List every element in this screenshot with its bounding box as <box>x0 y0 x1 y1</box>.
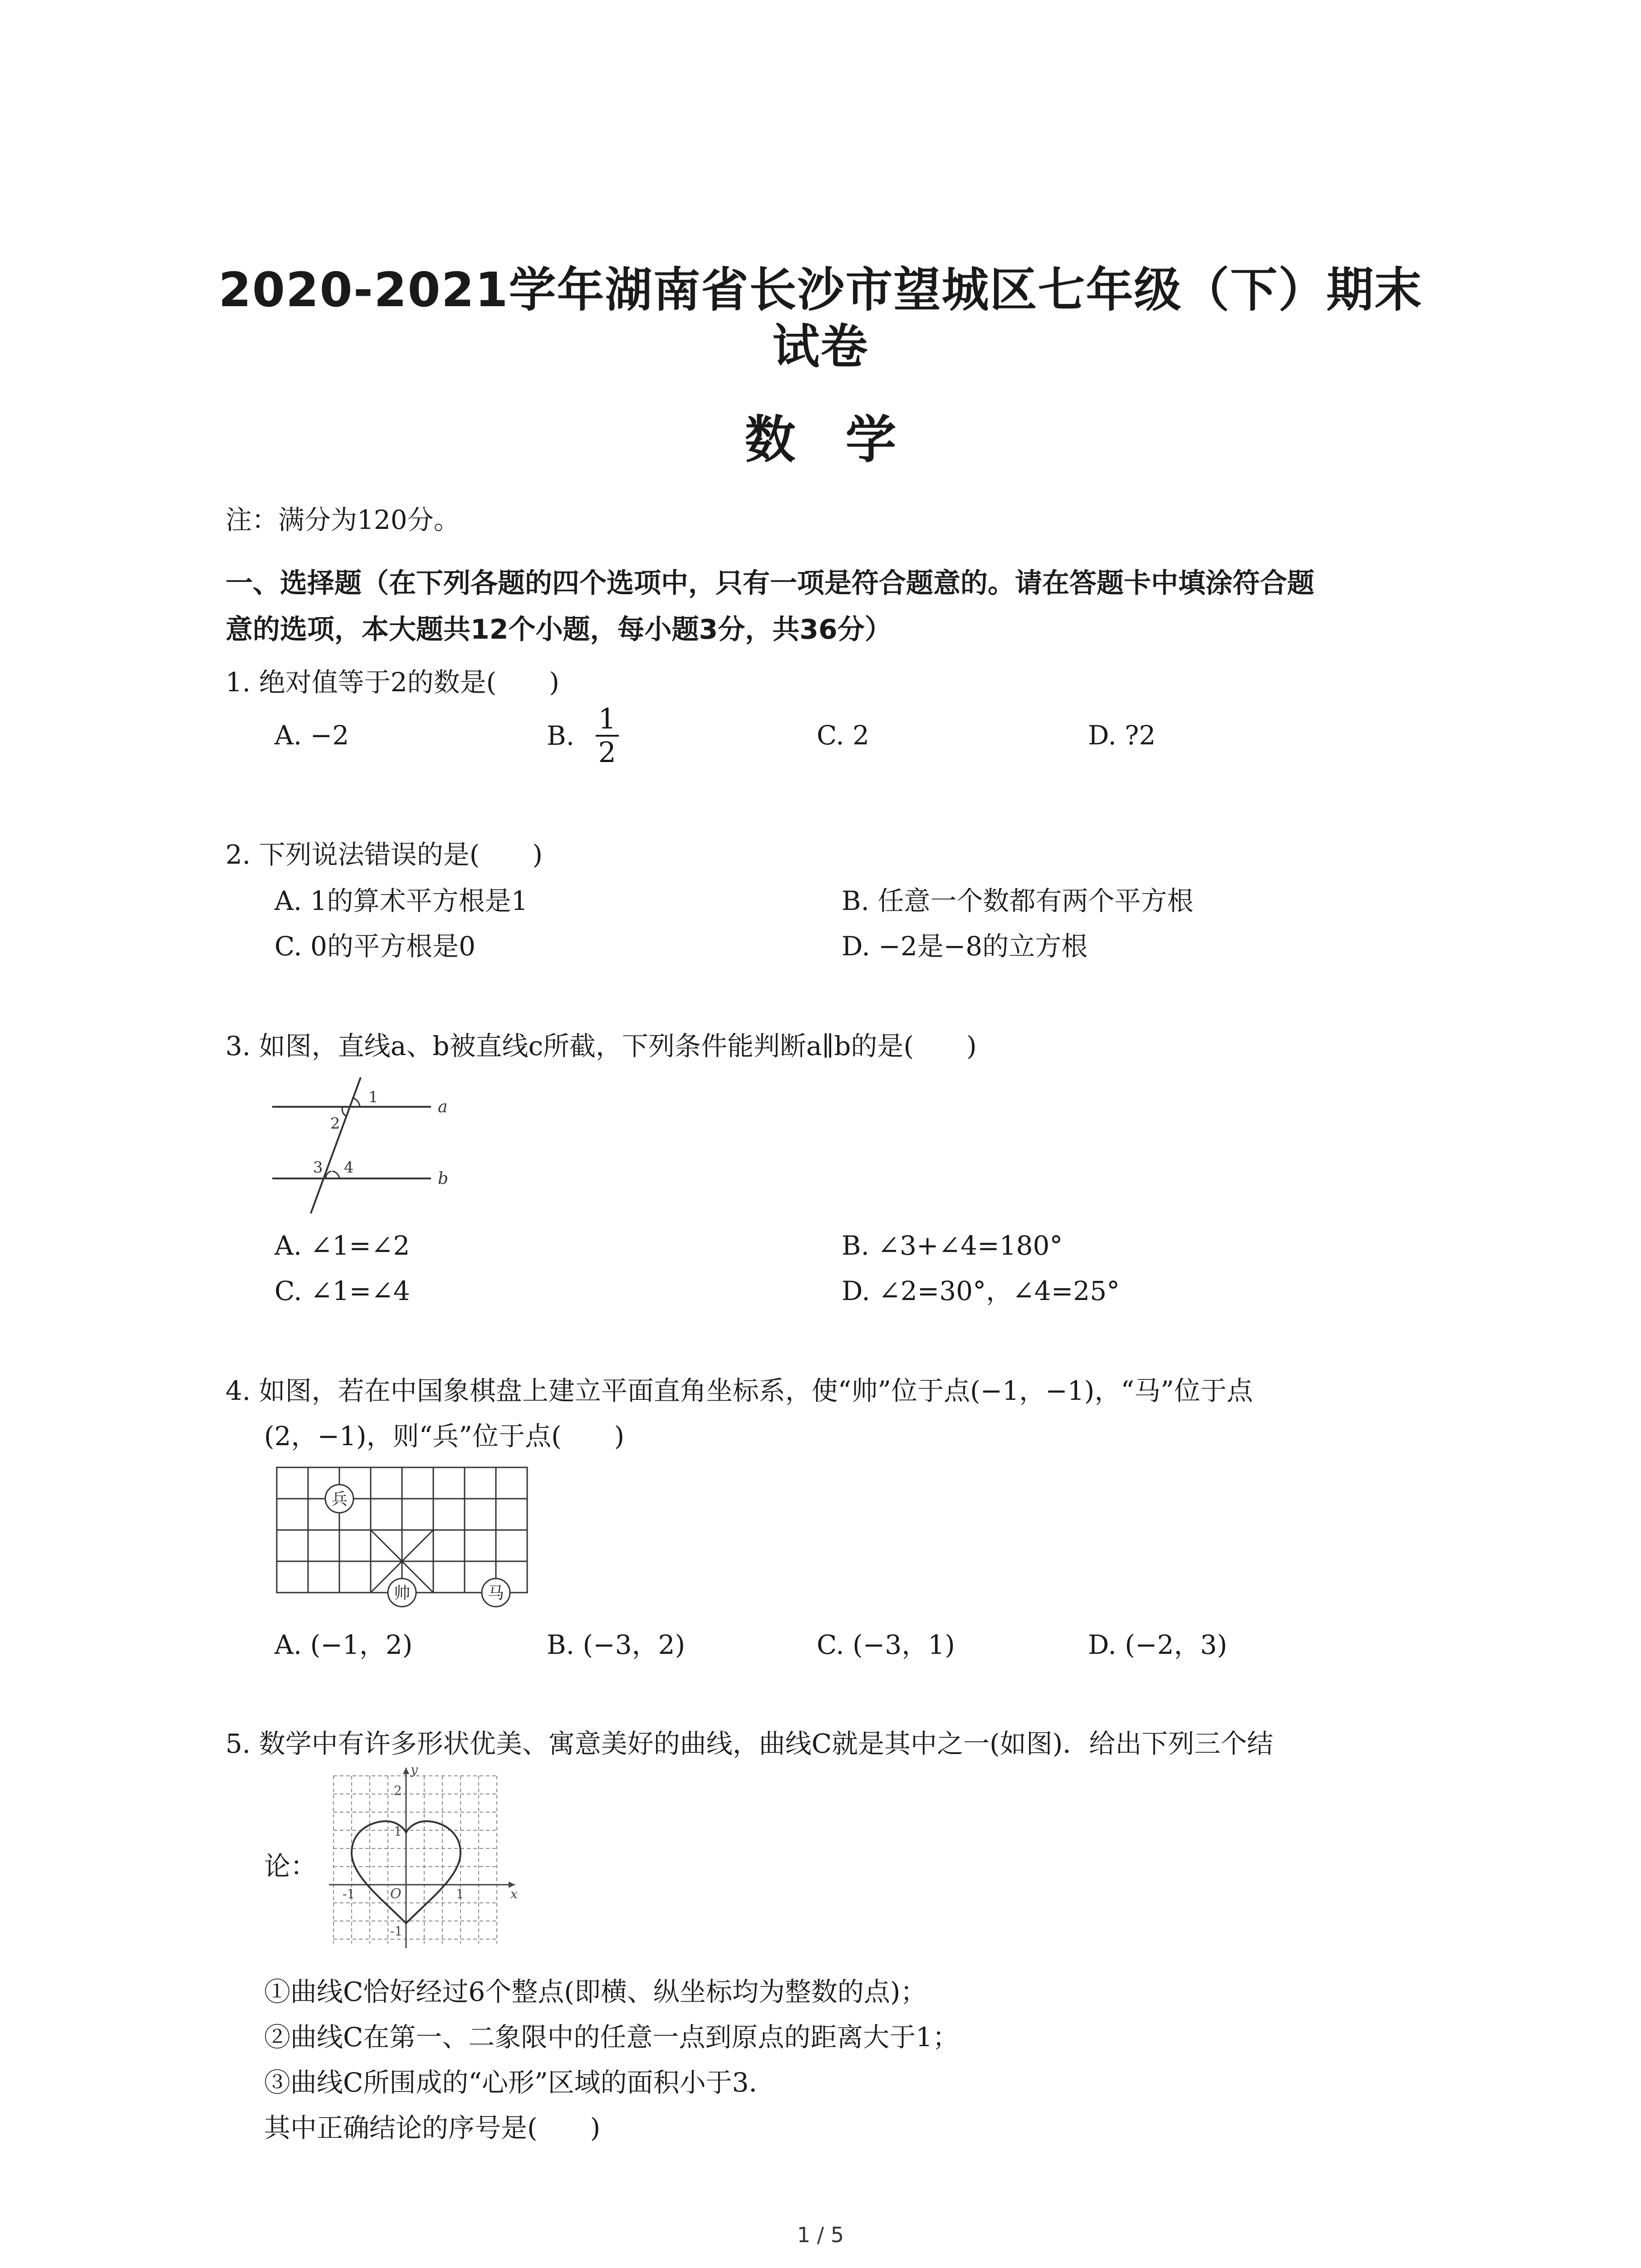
q2-option-a: A. 1的算术平方根是1 <box>274 885 528 916</box>
q4-stem-line2: (2，−1)，则“兵”位于点( ) <box>264 1421 625 1452</box>
chess-grid <box>277 1467 527 1593</box>
page-number: 1 / 5 <box>797 2223 844 2247</box>
q1-stem: 1. 绝对值等于2的数是( ) <box>225 667 559 698</box>
heart-curve-figure <box>327 1762 526 1953</box>
angle-label-2: 2 <box>330 1114 340 1133</box>
score-note: 注：满分为120分。 <box>225 504 460 535</box>
q2-option-c: C. 0的平方根是0 <box>274 931 475 962</box>
q1-option-a: A. −2 <box>274 720 349 751</box>
line-b-label: b <box>438 1169 449 1188</box>
q1-option-b-prefix: B. <box>547 720 575 751</box>
y-tick-minus1: -1 <box>390 1924 403 1939</box>
q3-option-c: C. ∠1=∠4 <box>274 1276 410 1306</box>
piece-bing-label: 兵 <box>331 1490 348 1509</box>
q1-option-c: C. 2 <box>817 720 870 751</box>
x-tick-minus1: -1 <box>343 1887 355 1901</box>
q5-stem-line1: 5. 数学中有许多形状优美、寓意美好的曲线，曲线C就是其中之一(如图)．给出下列三个结 <box>225 1728 1274 1759</box>
angle-2-arc <box>342 1107 346 1116</box>
q5-conclusion-1: ①曲线C恰好经过6个整点(即横、纵坐标均为整数的点)； <box>264 1976 927 2007</box>
x-axis-label: x <box>510 1887 518 1901</box>
q3-option-a: A. ∠1=∠2 <box>274 1230 410 1261</box>
line-a-label: a <box>438 1098 448 1116</box>
q2-stem: 2. 下列说法错误的是( ) <box>225 839 543 870</box>
y-axis-arrow <box>403 1768 409 1774</box>
q3-option-b: B. ∠3+∠4=180° <box>842 1230 1063 1261</box>
q2-option-b: B. 任意一个数都有两个平方根 <box>842 885 1194 916</box>
q5-ask: 其中正确结论的序号是( ) <box>264 2112 601 2143</box>
piece-ma-label: 马 <box>487 1584 505 1603</box>
q5-conclusion-3: ③曲线C所围成的“心形”区域的面积小于3． <box>264 2067 775 2098</box>
page-title: 2020-2021学年湖南省长沙市望城区七年级（下）期末 <box>218 262 1423 318</box>
angle-label-3: 3 <box>313 1158 323 1177</box>
section-heading-line1: 一、选择题（在下列各题的四个选项中，只有一项是符合题意的。请在答题卡中填涂符合题 <box>225 567 1314 599</box>
piece-shuai-label: 帅 <box>393 1584 411 1603</box>
dashed-grid <box>333 1776 497 1944</box>
angle-label-4: 4 <box>344 1158 354 1177</box>
y-tick-2: 2 <box>394 1783 402 1798</box>
q4-stem-line1: 4. 如图，若在中国象棋盘上建立平面直角坐标系，使“帅”位于点(−1，−1)，“马”位于点 <box>225 1375 1253 1406</box>
q1-option-d: D. ?2 <box>1088 720 1156 751</box>
y-axis-label: y <box>411 1762 418 1777</box>
q3-option-d: D. ∠2=30°，∠4=25° <box>842 1276 1120 1306</box>
q4-option-b: B. (−3，2) <box>547 1629 686 1660</box>
q1-option-b <box>547 703 619 768</box>
fraction-one-half <box>596 703 619 768</box>
page-title-line2: 试卷 <box>772 319 869 374</box>
subject-title: 数学 <box>745 411 946 469</box>
origin-label: O <box>390 1886 402 1902</box>
q3-stem: 3. 如图，直线a、b被直线c所截，下列条件能判断a∥b的是( ) <box>225 1031 977 1061</box>
fraction-numerator: 1 <box>596 703 619 737</box>
q5-conclusion-2: ②曲线C在第一、二象限中的任意一点到原点的距离大于1； <box>264 2022 959 2053</box>
y-tick-1: 1 <box>394 1824 402 1839</box>
angle-4-arc <box>332 1171 339 1178</box>
angle-label-1: 1 <box>368 1088 378 1106</box>
q2-option-d: D. −2是−8的立方根 <box>842 931 1088 962</box>
q4-option-c: C. (−3，1) <box>817 1629 955 1660</box>
chess-board-figure <box>272 1463 535 1617</box>
parallel-lines-figure <box>268 1075 458 1220</box>
q5-stem-line2: 论： <box>264 1851 317 1882</box>
section-heading-line2: 意的选项，本大题共12个小题，每小题3分，共36分） <box>225 614 892 645</box>
q4-option-a: A. (−1，2) <box>274 1629 413 1660</box>
q4-option-d: D. (−2，3) <box>1088 1629 1227 1660</box>
x-tick-1: 1 <box>456 1887 464 1901</box>
fraction-denominator: 2 <box>598 736 616 769</box>
